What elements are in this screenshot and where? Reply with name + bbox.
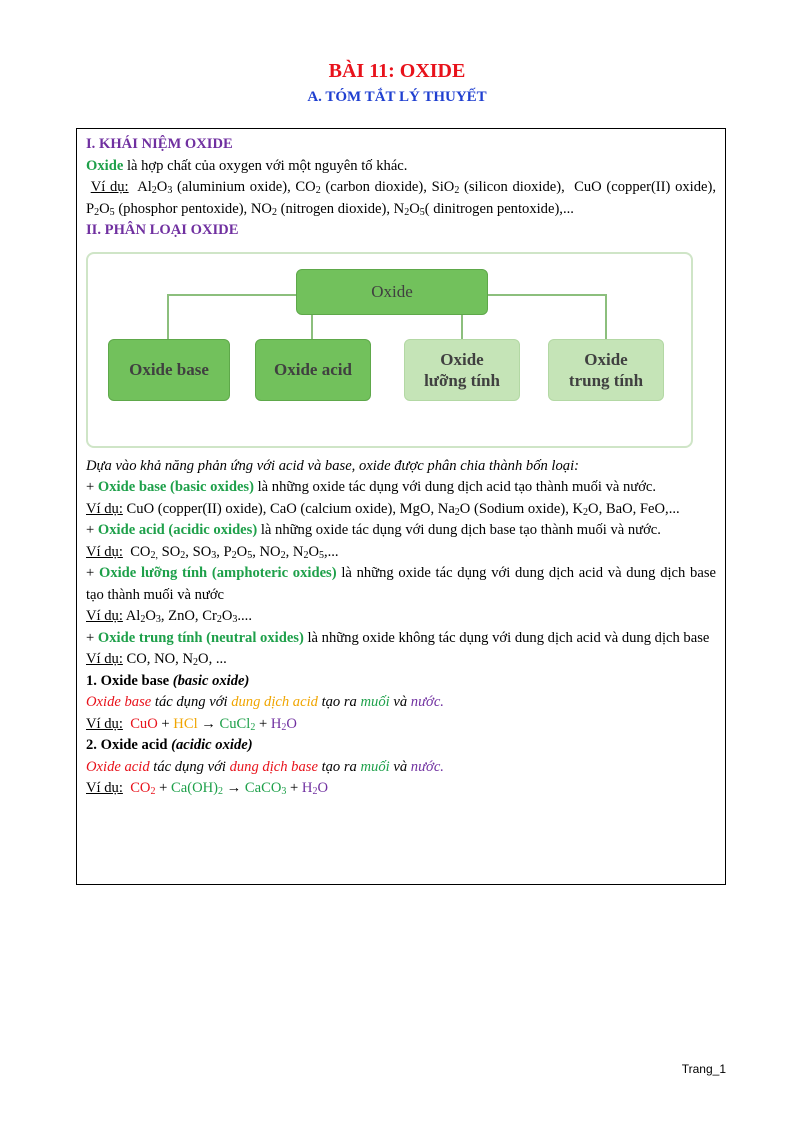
plus-sign: + (86, 565, 99, 581)
type-amphoteric-text: là những oxide tác dụng với dung dịch acid và dung dịch base tạo thành muối và nước (86, 565, 716, 603)
page-title: BÀI 11: OXIDE (328, 60, 466, 82)
connector-1 (167, 294, 169, 339)
node-oxide: Oxide (296, 269, 488, 315)
part2-s1: Oxide acid (86, 758, 150, 775)
part2-s5: muối (360, 758, 390, 775)
part1-statement (86, 692, 716, 714)
type-acidic-text: là những oxide tác dụng với dung dịch base tạo thành muối và nước. (257, 522, 661, 538)
part2-statement (86, 757, 716, 779)
section1-examples: Ví dụ: $Al_2O_3$ (aluminium oxide), $CO_2$ (carbon dioxide), SiO$_2$ (silicon dioxide), CuO (copper(II) oxide), $P_2O_5$ (phosphor pentoxide), $NO_2$ (nitrogen dioxide), $N_2O_5$( dinitrogen pentoxide),... (86, 179, 717, 218)
section1-heading: I. KHÁI NIỆM OXIDE (86, 136, 233, 152)
node-oxide-base: Oxide base (108, 339, 230, 401)
part1-s1: Oxide base (86, 694, 152, 710)
type-basic-text: là những oxide tác dụng với dung dịch acid tạo thành muối và nước. (253, 479, 657, 495)
type-neutral (86, 628, 716, 650)
type-neutral-term: Oxide trung tính (neutral oxides) (97, 629, 304, 646)
node-oxide-neutral-line2: trung tính (568, 370, 644, 390)
part1-s3: dung dịch acid (231, 694, 318, 710)
node-oxide-amphoteric-line1: Oxide (440, 349, 484, 369)
part2-heading-italic: (acidic oxide) (171, 737, 253, 753)
part2-heading (86, 735, 716, 757)
part1-s2: tác dụng với (151, 694, 232, 710)
node-oxide-amphoteric-line2: lưỡng tính (424, 370, 500, 390)
definition (86, 156, 716, 178)
part1-example: Ví dụ: CuO + HCl → CuCl$_2$ + $H_2O$ (86, 715, 297, 733)
part2-s7: nước. (410, 758, 444, 775)
part2-s2: tác dụng với (149, 758, 230, 775)
node-oxide-acid: Oxide acid (255, 339, 371, 401)
example-label: Ví dụ: (90, 179, 129, 195)
type-amphoteric-term: Oxide lưỡng tính (amphoteric oxides) (98, 565, 337, 581)
type-basic-examples: Ví dụ: CuO (copper(II) oxide), CaO (calcium oxide), MgO, $Na_2O$ (Sodium oxide), $K_2O$, BaO, FeO,... (86, 500, 680, 518)
section2-heading: II. PHÂN LOẠI OXIDE (86, 222, 239, 238)
part1-heading-text: 1. Oxide base (86, 672, 173, 689)
classification-intro: Dựa vào khả năng phản ứng với acid và base, oxide được phân chia thành bốn loại: (86, 457, 579, 474)
example-label: Ví dụ: (86, 608, 123, 624)
connector-4 (605, 294, 607, 339)
part2-s3: dung dịch base (229, 758, 318, 775)
part2-example: Ví dụ: $CO_2 + Ca(OH)_2$ → CaCO$_3$ + $H_2O$ (86, 780, 329, 797)
content-box (76, 128, 726, 885)
part1-s4: tạo ra (317, 694, 361, 710)
type-basic-term: Oxide base (basic oxides) (97, 479, 254, 495)
node-oxide-amphoteric (404, 339, 520, 401)
part2-heading-text: 2. Oxide acid (86, 737, 172, 753)
part1-heading (86, 671, 716, 693)
example-label: Ví dụ: (86, 715, 123, 732)
part2-s4: tạo ra (317, 758, 361, 775)
node-oxide-neutral-line1: Oxide (584, 349, 628, 369)
page-subtitle: A. TÓM TẮT LÝ THUYẾT (307, 89, 487, 105)
part1-heading-italic: (basic oxide) (172, 672, 250, 689)
part1-s5: muối (360, 694, 390, 710)
example-label: Ví dụ: (86, 543, 123, 560)
type-acidic (86, 520, 716, 542)
type-acidic-term: Oxide acid (acidic oxides) (97, 522, 258, 538)
type-basic (86, 477, 716, 499)
part2-s6: và (389, 758, 411, 775)
type-acidic-examples: Ví dụ: $CO_{2,}$ $SO_2$, $SO_3$, $P_2O_5$, $NO_2$, $N_2O_5$,... (86, 543, 339, 561)
part1-s6: và (389, 694, 411, 710)
example-label: Ví dụ: (86, 651, 123, 667)
type-amphoteric (86, 563, 716, 606)
content (86, 134, 716, 800)
example-label: Ví dụ: (86, 780, 123, 796)
type-amphoteric-examples: Ví dụ: $Al_2O_3$, ZnO, $Cr_2O_3$.... (86, 608, 252, 625)
part1-s7: nước. (410, 694, 444, 710)
oxide-classification-diagram (86, 252, 693, 448)
definition-text: là hợp chất của oxygen với một nguyên tố khác. (123, 157, 408, 174)
page-number: Trang_1 (681, 1062, 726, 1076)
plus-sign: + (86, 522, 98, 538)
definition-term: Oxide (86, 157, 124, 174)
plus-sign: + (86, 629, 98, 646)
type-neutral-examples: Ví dụ: CO, NO, $N_2O$, ... (86, 651, 227, 668)
type-neutral-text: là những oxide không tác dụng với dung dịch acid và dung dịch base (303, 629, 710, 646)
plus-sign: + (86, 479, 98, 495)
example-label: Ví dụ: (86, 500, 123, 517)
node-oxide-neutral (548, 339, 664, 401)
